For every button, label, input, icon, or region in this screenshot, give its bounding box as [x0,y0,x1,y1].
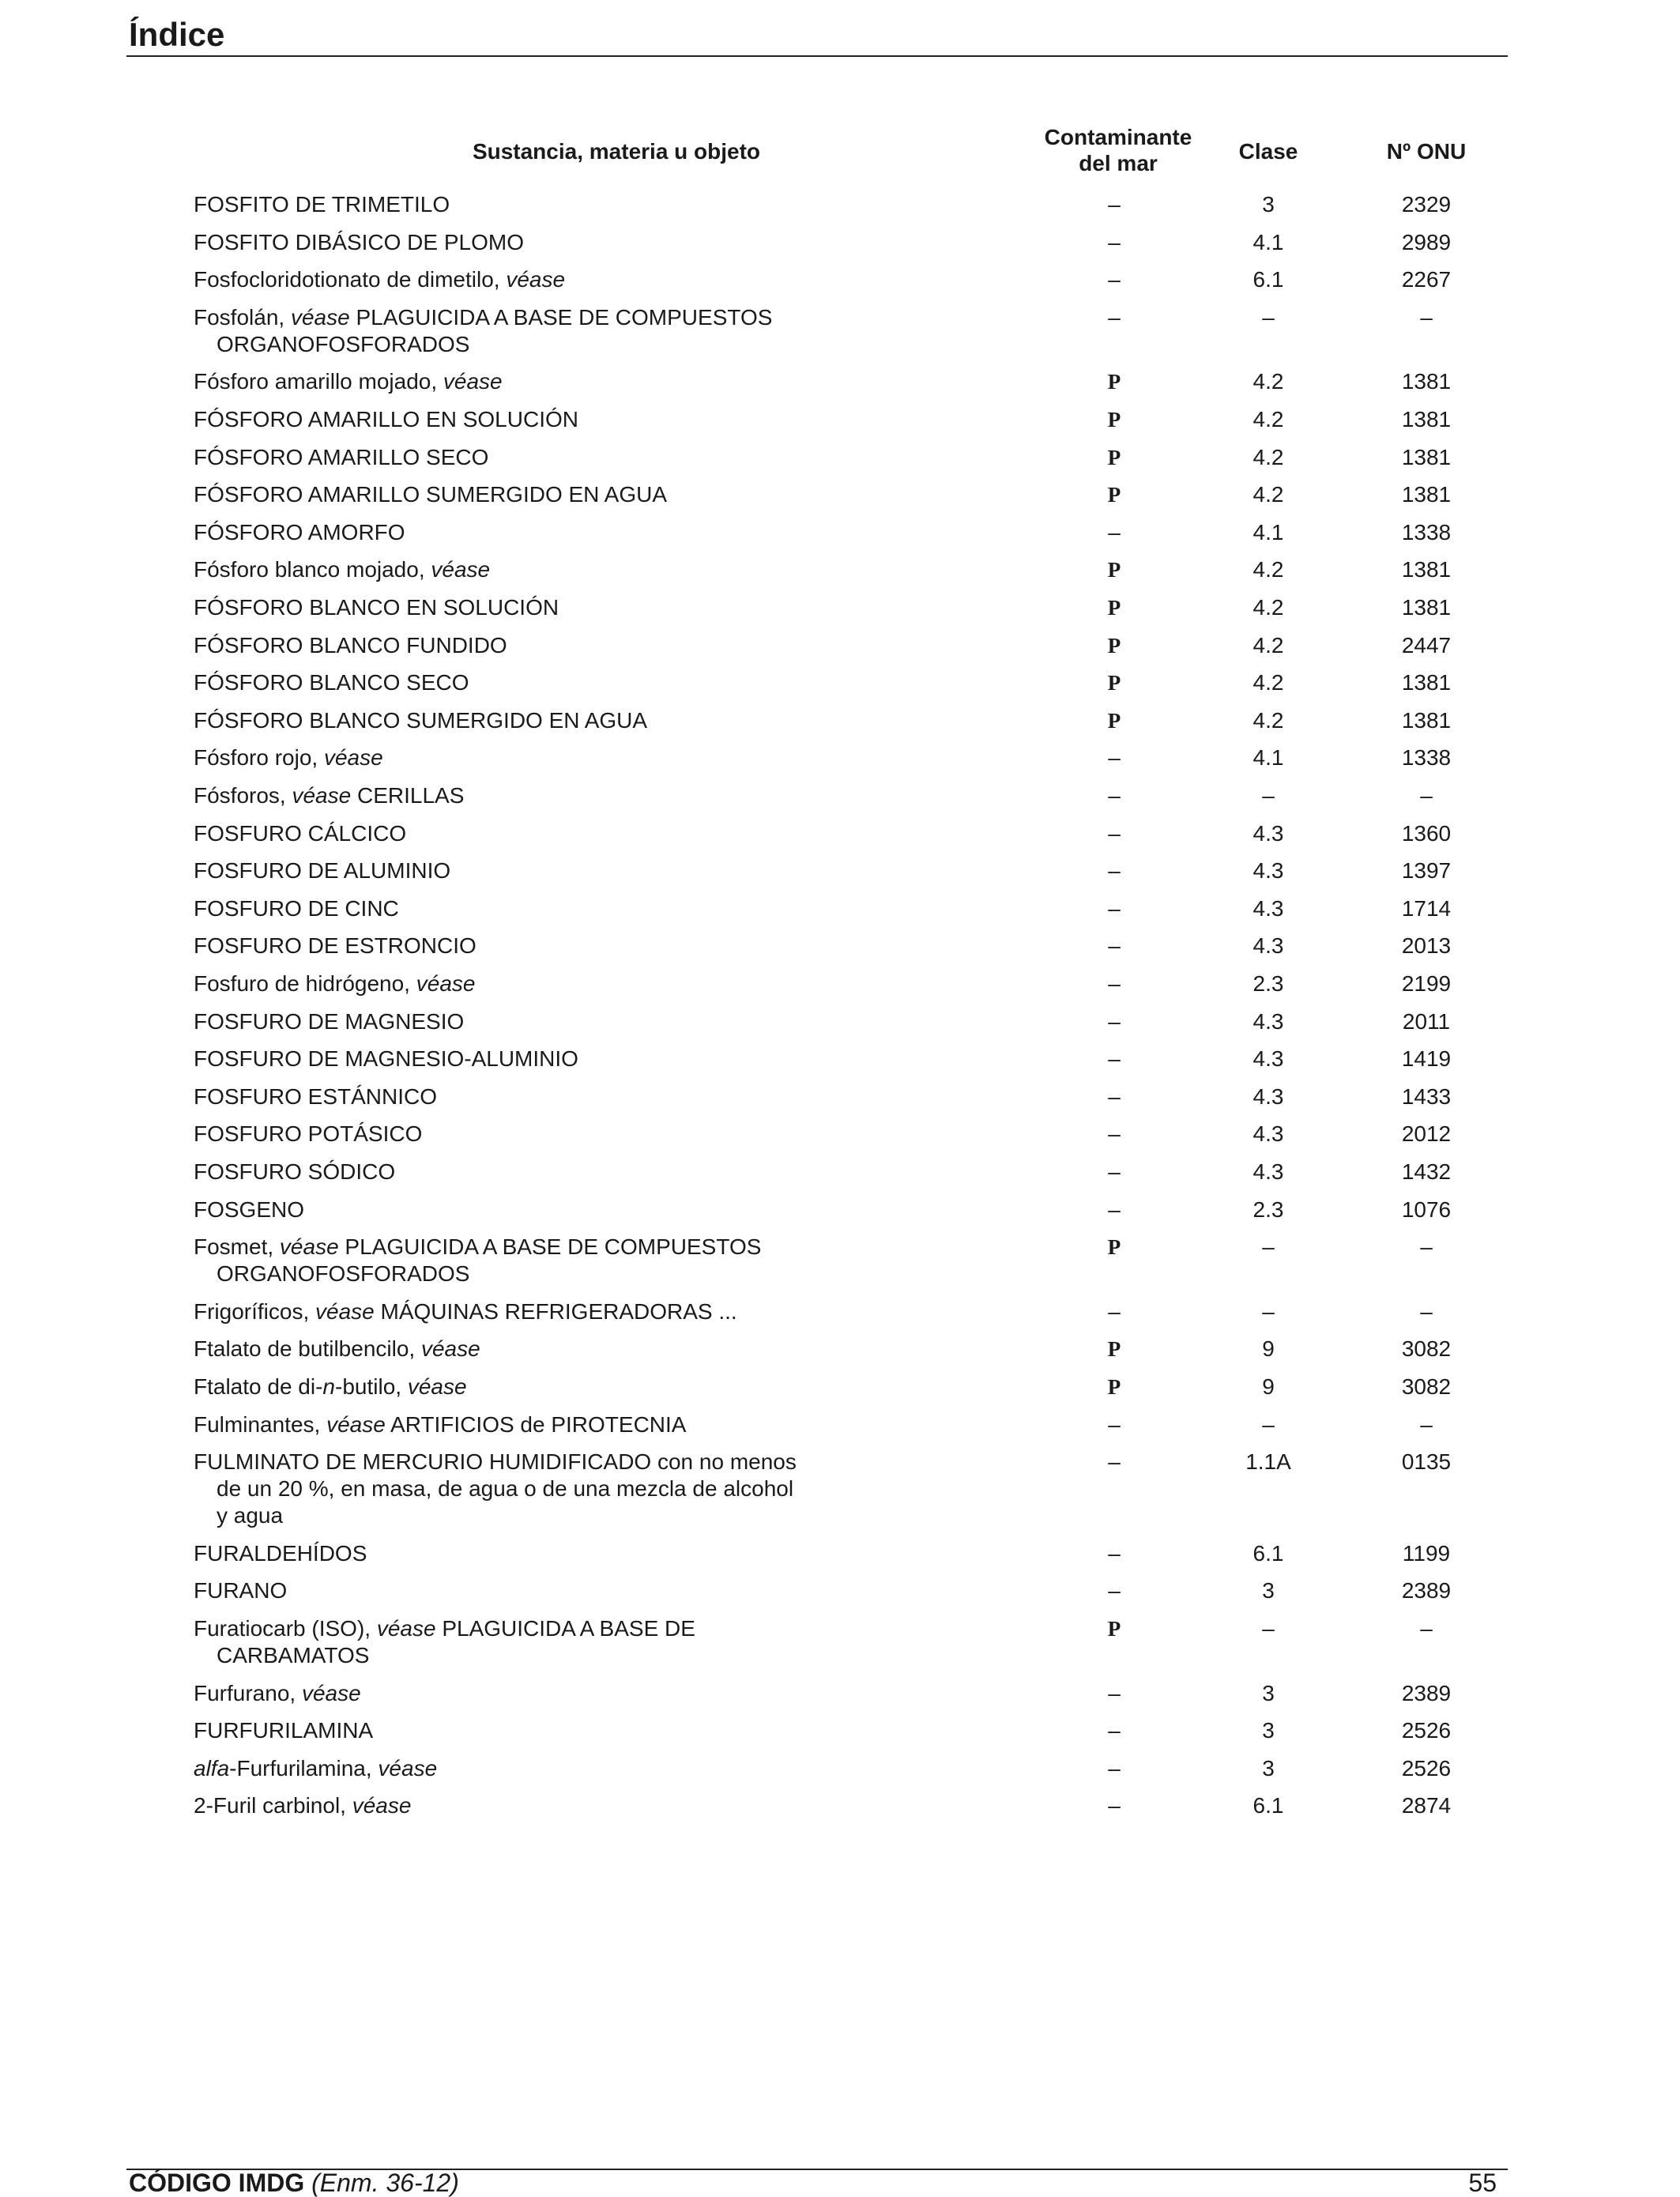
class-value: 4.3 [1252,1083,1284,1109]
un-number-value: 0135 [1401,1449,1452,1475]
class-value: – [1262,1298,1275,1324]
marine-pollutant-value: P [1107,483,1121,507]
marine-pollutant-value: – [1108,783,1121,808]
un-number-value: – [1420,1616,1433,1641]
marine-pollutant-value: P [1107,445,1121,469]
class-value: 6.1 [1252,267,1284,292]
un-number-value: 2526 [1401,1755,1452,1781]
marine-pollutant-value: – [1108,1680,1121,1705]
marine-pollutant-value: P [1107,671,1121,695]
substance-name: FURALDEHÍDOS [194,1540,367,1566]
marine-pollutant-value: P [1107,408,1121,431]
class-value: 4.2 [1252,707,1284,733]
footer-code: CÓDIGO IMDG [129,2169,305,2197]
substance-name: Fósforo amarillo mojado, véase [194,369,503,394]
column-header-marine-line2: del mar [1079,151,1158,175]
marine-pollutant-value: P [1107,1337,1121,1362]
class-value: 6.1 [1252,1540,1284,1566]
un-number-value: 1381 [1401,595,1452,620]
page-number: 55 [1468,2169,1497,2197]
class-value: – [1262,304,1275,330]
class-value: 3 [1262,192,1275,217]
marine-pollutant-value: – [1108,1449,1121,1475]
marine-pollutant-value: – [1108,1196,1121,1222]
un-number-value: 2526 [1401,1718,1452,1743]
marine-pollutant-value: P [1107,1375,1121,1399]
substance-name: Ftalato de butilbencilo, véase [194,1336,480,1362]
marine-pollutant-value: – [1108,1793,1121,1818]
substance-name: FOSFURO DE ALUMINIO [194,858,451,884]
marine-pollutant-value: – [1108,1718,1121,1743]
substance-name: FÓSFORO AMARILLO SECO [194,444,489,469]
un-number-value: 1397 [1401,858,1452,884]
substance-name: FOSFITO DIBÁSICO DE PLOMO [194,229,524,254]
substance-name: FOSFURO DE ESTRONCIO [194,933,477,959]
column-header-class: Clase [1238,139,1298,164]
marine-pollutant-value: P [1107,708,1121,733]
substance-name: Fosfocloridotionato de dimetilo, véase [194,267,566,292]
marine-pollutant-value: – [1108,1159,1121,1184]
class-value: – [1262,1616,1275,1641]
header-divider [126,55,1508,57]
marine-pollutant-value: P [1107,370,1121,394]
substance-name: Ftalato de di-n-butilo, véase [194,1374,467,1399]
substance-name: Furatiocarb (ISO), véase PLAGUICIDA A BASE DE CARBAMATOS [194,1615,905,1669]
substance-name: FURANO [194,1578,288,1603]
un-number-value: – [1420,1411,1433,1437]
class-value: 4.3 [1252,820,1284,846]
marine-pollutant-value: – [1108,1755,1121,1781]
substance-name: FOSFURO SÓDICO [194,1159,396,1184]
un-number-value: 2447 [1401,632,1452,658]
un-number-value: 1432 [1401,1159,1452,1184]
un-number-value: 1199 [1402,1540,1451,1566]
marine-pollutant-value: – [1108,1578,1121,1603]
substance-name-continuation: CARBAMATOS [217,1643,370,1668]
marine-pollutant-value: – [1108,267,1121,292]
un-number-value: 1381 [1401,670,1452,695]
marine-pollutant-value: P [1107,596,1121,620]
un-number-value: 1381 [1401,444,1452,469]
footer-publication [129,2169,459,2197]
substance-name: FOSFURO DE CINC [194,895,399,921]
marine-pollutant-value: P [1107,1235,1121,1260]
class-value: 9 [1262,1336,1275,1362]
column-header-substance: Sustancia, materia u objeto [472,139,761,164]
un-number-value: 1360 [1401,820,1452,846]
substance-name-continuation: de un 20 %, en masa, de agua o de una mezcla de alcohol [217,1476,794,1502]
marine-pollutant-value: – [1108,1008,1121,1034]
substance-name: FOSGENO [194,1196,305,1222]
un-number-value: – [1420,783,1433,808]
marine-pollutant-value: – [1108,1046,1121,1072]
substance-name-continuation: y agua [217,1503,284,1528]
marine-pollutant-value: – [1108,519,1121,545]
class-value: 4.1 [1252,745,1284,771]
class-value: 2.3 [1252,971,1284,996]
substance-name: Fósforos, véase CERILLAS [194,783,465,808]
class-value: 9 [1262,1374,1275,1399]
substance-name: FÓSFORO BLANCO EN SOLUCIÓN [194,595,559,620]
substance-name: Fósforo rojo, véase [194,745,383,771]
un-number-value: – [1420,1234,1433,1260]
un-number-value: 2011 [1402,1008,1451,1034]
substance-name: FURFURILAMINA [194,1718,374,1743]
class-value: 4.2 [1252,482,1284,507]
class-value: – [1262,1411,1275,1437]
class-value: 4.1 [1252,519,1284,545]
substance-name: FÓSFORO AMARILLO EN SOLUCIÓN [194,407,578,431]
marine-pollutant-value: – [1108,1540,1121,1566]
class-value: 4.2 [1252,595,1284,620]
class-value: 4.2 [1252,670,1284,695]
un-number-value: 1338 [1401,519,1452,545]
marine-pollutant-value: – [1108,745,1121,771]
un-number-value: 1076 [1401,1196,1452,1222]
un-number-value: 2389 [1401,1578,1452,1603]
un-number-value: 2267 [1401,267,1452,292]
column-header-un-number: Nº ONU [1386,139,1467,164]
marine-pollutant-value: – [1108,192,1121,217]
un-number-value: 1419 [1401,1046,1452,1072]
un-number-value: – [1420,304,1433,330]
marine-pollutant-value: – [1108,858,1121,884]
class-value: 3 [1262,1680,1275,1705]
substance-name: FÓSFORO BLANCO SUMERGIDO EN AGUA [194,707,648,733]
un-number-value: 2199 [1401,971,1452,996]
page-title: Índice [129,16,225,53]
marine-pollutant-value: P [1107,558,1121,582]
un-number-value: 1381 [1401,407,1452,431]
class-value: 1.1A [1245,1449,1291,1475]
class-value: – [1262,1234,1275,1260]
column-header-marine-line1: Contaminante [1044,125,1192,149]
un-number-value: – [1420,1298,1433,1324]
marine-pollutant-value: P [1107,1617,1121,1641]
un-number-value: 2013 [1401,933,1452,959]
substance-name-continuation: ORGANOFOSFORADOS [217,331,470,356]
class-value: 4.3 [1252,858,1284,884]
class-value: 4.2 [1252,369,1284,394]
un-number-value: 1381 [1401,707,1452,733]
class-value: 4.3 [1252,933,1284,959]
class-value: 4.3 [1252,895,1284,921]
substance-name: Frigoríficos, véase MÁQUINAS REFRIGERADORAS ... [194,1298,737,1324]
substance-name: alfa-Furfurilamina, véase [194,1755,438,1781]
substance-name: FÓSFORO BLANCO FUNDIDO [194,632,507,658]
substance-name: FOSFURO DE MAGNESIO [194,1008,465,1034]
substance-name: Fosmet, véase PLAGUICIDA A BASE DE COMPUESTOS ORGANOFOSFORADOS [194,1234,905,1287]
un-number-value: 1381 [1401,369,1452,394]
class-value: 2.3 [1252,1196,1284,1222]
marine-pollutant-value: – [1108,1121,1121,1147]
class-value: 4.2 [1252,557,1284,582]
marine-pollutant-value: – [1108,895,1121,921]
substance-name: FOSFITO DE TRIMETILO [194,192,450,217]
class-value: 4.3 [1252,1046,1284,1072]
marine-pollutant-value: P [1107,633,1121,658]
marine-pollutant-value: – [1108,1411,1121,1437]
un-number-value: 2989 [1401,229,1452,254]
substance-name: Fósforo blanco mojado, véase [194,557,491,582]
class-value: 4.2 [1252,407,1284,431]
un-number-value: 1381 [1401,557,1452,582]
substance-name: FÓSFORO BLANCO SECO [194,670,469,695]
class-value: 6.1 [1252,1793,1284,1818]
substance-name: FÓSFORO AMORFO [194,519,405,545]
class-value: – [1262,783,1275,808]
substance-name: FÓSFORO AMARILLO SUMERGIDO EN AGUA [194,482,667,507]
un-number-value: 3082 [1401,1374,1452,1399]
class-value: 3 [1262,1578,1275,1603]
substance-name: FOSFURO POTÁSICO [194,1121,423,1147]
class-value: 4.2 [1252,444,1284,469]
substance-name: FOSFURO ESTÁNNICO [194,1083,438,1109]
un-number-value: 1433 [1401,1083,1452,1109]
substance-name: Fosfuro de hidrógeno, véase [194,971,476,996]
marine-pollutant-value: – [1108,304,1121,330]
class-value: 4.3 [1252,1008,1284,1034]
marine-pollutant-value: – [1108,820,1121,846]
substance-name: Furfurano, véase [194,1680,361,1705]
marine-pollutant-value: – [1108,229,1121,254]
substance-name: 2-Furil carbinol, véase [194,1793,412,1818]
un-number-value: 2012 [1401,1121,1452,1147]
marine-pollutant-value: – [1108,971,1121,996]
substance-name: Fulminantes, véase ARTIFICIOS de PIROTECNIA [194,1411,687,1437]
substance-name: FOSFURO DE MAGNESIO-ALUMINIO [194,1046,578,1072]
marine-pollutant-value: – [1108,1083,1121,1109]
class-value: 4.2 [1252,632,1284,658]
class-value: 4.1 [1252,229,1284,254]
un-number-value: 1714 [1401,895,1452,921]
footer-edition: (Enm. 36-12) [311,2169,459,2197]
class-value: 3 [1262,1755,1275,1781]
marine-pollutant-value: – [1108,933,1121,959]
substance-name-continuation: ORGANOFOSFORADOS [217,1261,470,1287]
un-number-value: 1381 [1401,482,1452,507]
marine-pollutant-value: – [1108,1298,1121,1324]
class-value: 3 [1262,1718,1275,1743]
un-number-value: 2329 [1401,192,1452,217]
un-number-value: 3082 [1401,1336,1452,1362]
un-number-value: 2389 [1401,1680,1452,1705]
un-number-value: 2874 [1401,1793,1452,1818]
substance-name: FOSFURO CÁLCICO [194,820,407,846]
un-number-value: 1338 [1401,745,1452,771]
class-value: 4.3 [1252,1159,1284,1184]
substance-name: Fosfolán, véase PLAGUICIDA A BASE DE COMPUESTOS ORGANOFOSFORADOS [194,304,905,358]
substance-name: FULMINATO DE MERCURIO HUMIDIFICADO con no menos de un 20 %, en masa, de agua o de una mezcla de alcohol y agua [194,1449,905,1529]
class-value: 4.3 [1252,1121,1284,1147]
